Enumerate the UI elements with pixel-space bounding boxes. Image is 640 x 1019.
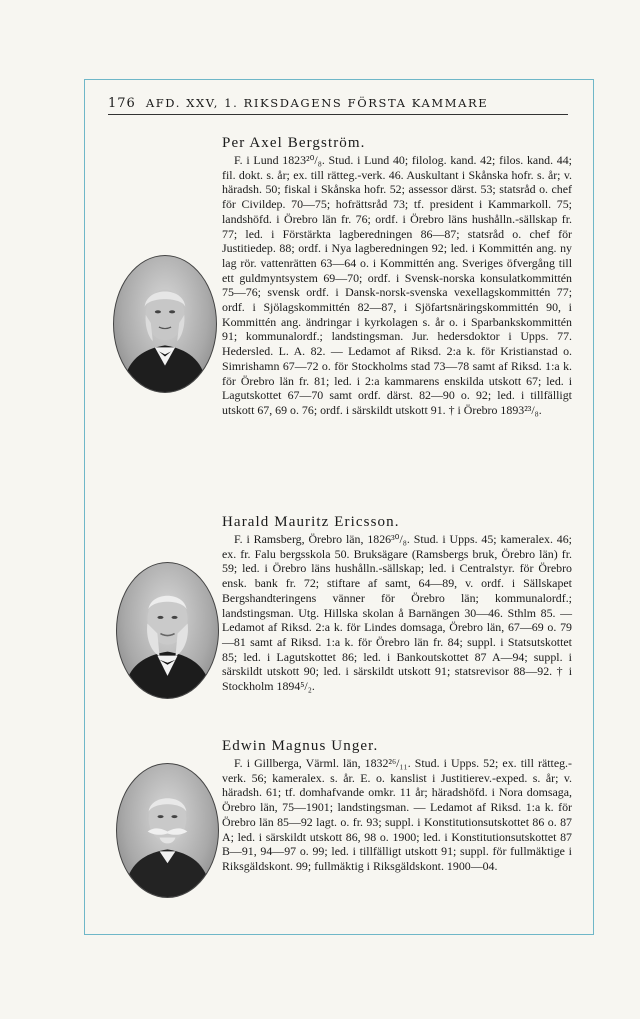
entry-bio: F. i Gillberga, Värml. län, 1832²⁶/₁₁. Stud. i Upps. 52; ex. till rätteg.-verk. 56; kameralex. s. år. E. o. kanslist i Justitierev.-exped. s. år; v. häradsh. 61; tf. domhafvande omkr. 11 år; häradshöfd. i Nora domsaga, Örebro län, 75—1901; landstingsman. — Ledamot af Riksd. 1:a k. för Örebro län 85—92 lagt. o. fr. 93; suppl. i Konstitutionsutskottet 86 o. 87 A; led. i särskildt utskott 86, 98 o. 1900; led. i Konstitutionsutskottet 87 B—91, 94—97 o. 99; led. i tillfälligt utskott 91; suppl. för fullmäktige i Riksgäldskont. 99; fullmäktig i Riksgäldskont. 1900—04.: [222, 756, 572, 873]
entry-bergstrom: [222, 134, 572, 418]
entry-name: Harald Mauritz Ericsson.: [222, 514, 400, 530]
entry-bio: F. i Ramsberg, Örebro län, 1826³⁰/₈. Stud. i Upps. 45; kameralex. 46; ex. fr. Falu bergsskola 50. Bruksägare (Ramsbergs bruk, Örebro län) fr. 59; led. i Örebro läns hushålln.-sällskap; led. i Centralstyr. för Örebro ensk. bank fr. 72; stiftare af samt, 64—89, v. ordf. i Sällskapet Bergshandteringens vänner för Örebro län; kommunalordf.; landstingsman. Utg. Hillska skolan å Barnängen 30—46. Sthlm 85. — Ledamot af Riksd. 2:a k. för Lindes domsaga, Örebro län, 67—69 o. 79—81 samt af Riksd. 1:a k. för Örebro län fr. 84; suppl. i Statsutskottet 85; led. i Lagutskottet 86; led. i Bankoutskottet 87 A—94; suppl. i särskildt utskott 90; led. i särskildt utskott 91; statsrevisor 88—92. † i Stockholm 1894⁵/₂.: [222, 532, 572, 694]
entry-name: Edwin Magnus Unger.: [222, 738, 379, 754]
portrait-ericsson-image: [117, 563, 218, 698]
portrait-bergstrom-image: [114, 256, 216, 392]
portrait-unger-image: [117, 764, 218, 897]
entry-name: Per Axel Bergström.: [222, 135, 366, 151]
entry-ericsson: [222, 513, 572, 694]
running-head-text: AFD. XXV, 1. RIKSDAGENS FÖRSTA KAMMARE: [145, 96, 489, 110]
header-rule: [108, 114, 568, 115]
portrait-unger: [116, 763, 219, 898]
running-head: [108, 96, 560, 111]
entry-bio: F. i Lund 1823²⁰/₈. Stud. i Lund 40; filolog. kand. 42; filos. kand. 44; fil. dokt. s. år; ex. till rätteg.-verk. 46. Auskultant i Skånska hofr. s. år; v. häradsh. 50; fiskal i Skånska hofr. 52; assessor därst. 53; statsråd o. chef för Civildep. 70—75; hofrättsråd 73; tf. president i Kammarkoll. 75; landshöfd. i Örebro län fr. 76; ordf. i Örebro läns hushålln.-sällskap fr. 77; led. i Förstärkta lagberedningen 86—87; statsråd o. chef för Justitiedep. 88; ordf. i Nya lagberedningen 92; led. i Kommittén ang. ny lag rör. vattenrätten 63—64 o. i Kommittén ang. Sveriges öfvergång till ett guldmyntsystem 69—70; ordf. i Svensk-norska konsulatkommittén 75—76; svensk ordf. i Dansk-norsk-svenska vexellagskommittén 77; ordf. i Sjölagskommittén 82—87, i Sjöfartsnäringskommittén 90, i Kommittén ang. ändringar i kyrkolagen s. år o. i Sparbankskommittén 91; kommunalordf.; landstingsman. Jur. hedersdoktor i Upps. 77. Hedersled. L. A. 82. — Ledamot af Riksd. 2:a k. för Kristianstad o. Simrishamn 67—72 o. för Stockholms stad 73—78 samt af Riksd. 1:a k. för Örebro län fr. 81; led. i 2:a kammarens enskilda utskott 67; led. i Lagutskottet 67—70 samt ordf. därst. 82—90 o. 92; led. i tillfälligt utskott 67, 69 o. 76; ordf. i särskildt utskott 91. † i Örebro 1893²³/₈.: [222, 153, 572, 417]
portrait-ericsson: [116, 562, 219, 699]
portrait-bergstrom: [113, 255, 217, 393]
page-number: 176: [108, 96, 136, 111]
entry-unger: [222, 737, 572, 874]
